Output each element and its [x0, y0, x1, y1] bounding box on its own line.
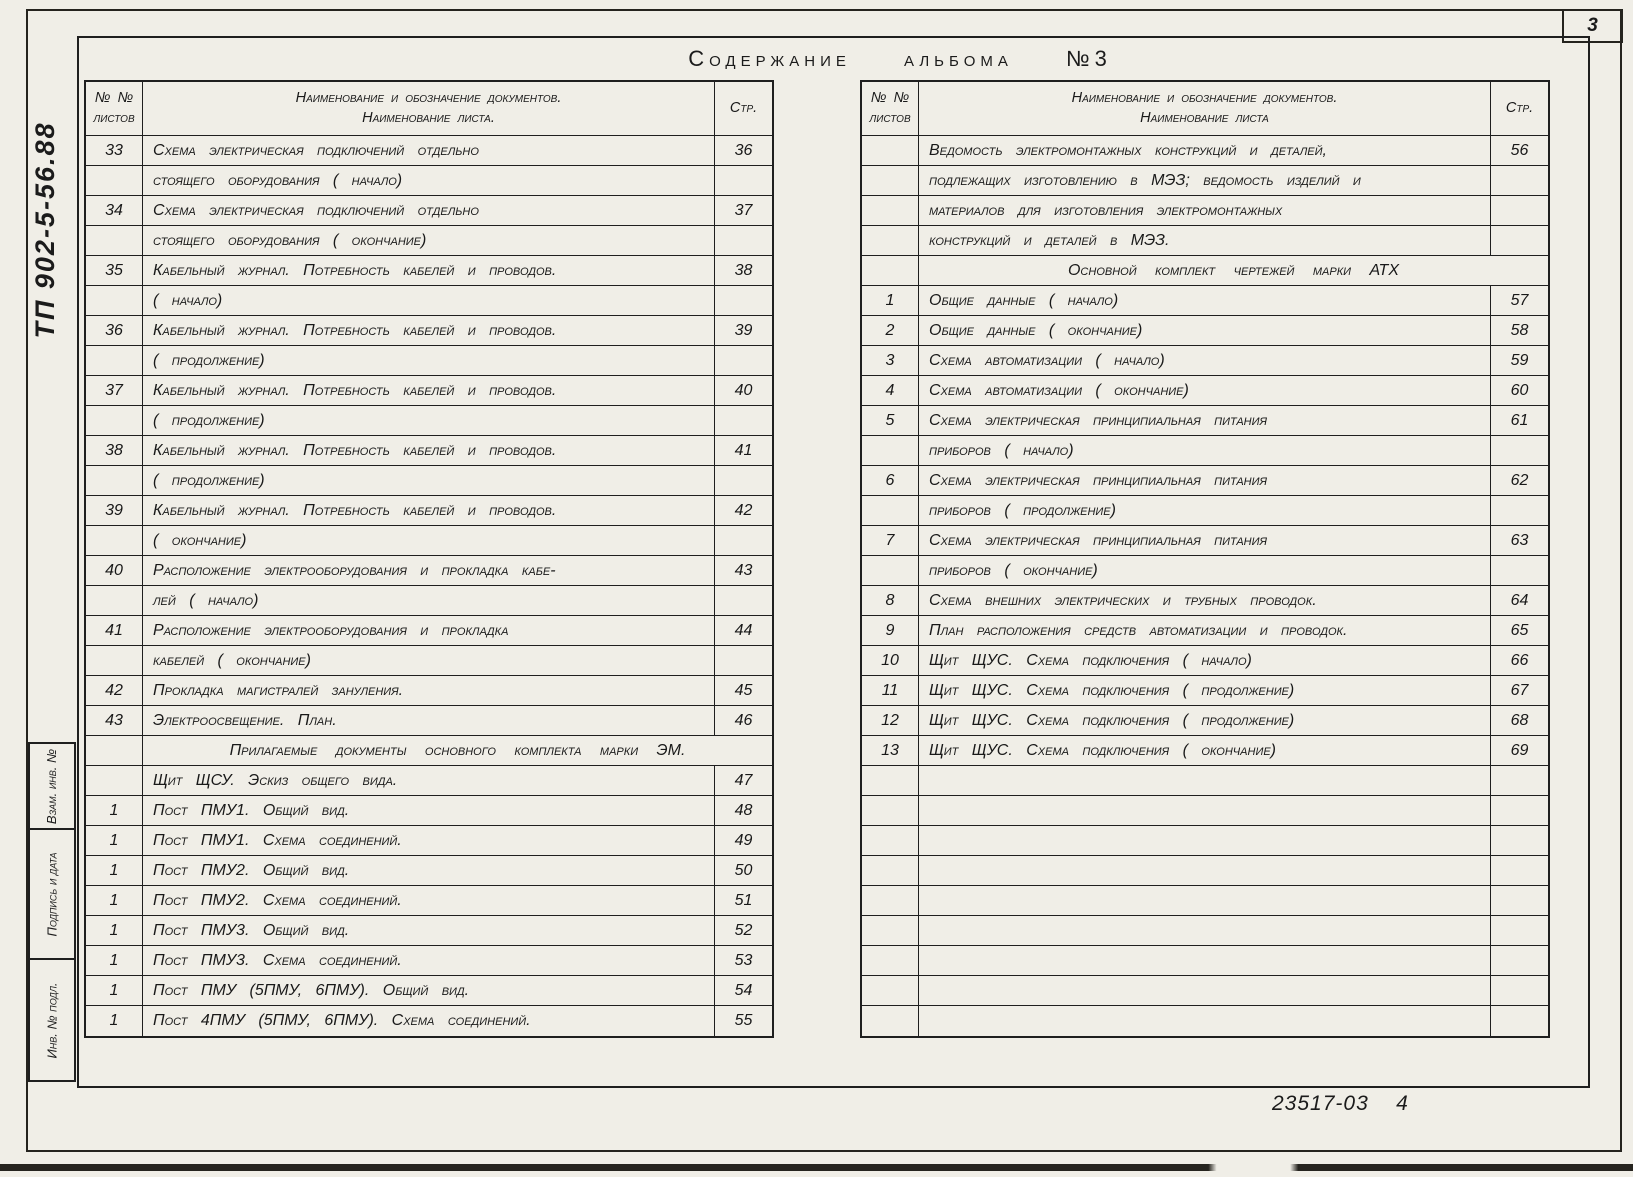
table-row [862, 736, 1548, 766]
page-number-cell: 53 [734, 951, 753, 969]
doc-name-cell [919, 886, 1491, 915]
page-number-cell: 52 [734, 921, 753, 939]
table-row [86, 256, 772, 286]
row-number-cell [862, 766, 919, 795]
empty-row [862, 856, 1548, 886]
header-sheets-column: № № листов [862, 82, 919, 135]
doc-name-cell [919, 916, 1491, 945]
table-row [86, 196, 772, 226]
empty-row [862, 946, 1548, 976]
section-title: Прилагаемые документы основного комплекта марки ЭМ. [229, 741, 686, 759]
page-number-cell [1491, 796, 1548, 825]
page-number-cell: 50 [734, 861, 753, 879]
page-number-cell: 48 [734, 801, 753, 819]
page-number-cell [715, 166, 772, 195]
table-row [862, 406, 1548, 436]
handwritten-footer-number: 23517-03 4 [1272, 1092, 1409, 1115]
contents-table-right [860, 80, 1550, 1038]
row-number-cell [86, 766, 143, 795]
page-number-cell: 51 [734, 891, 753, 909]
row-number-cell: 39 [86, 496, 143, 525]
table-row [862, 166, 1548, 196]
row-number-cell: 41 [86, 616, 143, 645]
stamp-box-vzam-inv [28, 742, 76, 830]
doc-name-cell [919, 1006, 1491, 1036]
table-row [862, 226, 1548, 256]
doc-name-cell: Пост ПМУ1. Схема соединений. [143, 826, 715, 855]
doc-name-cell: Схема электрическая подключений отдельно [143, 196, 715, 225]
page-number-cell: 64 [1510, 591, 1529, 609]
table-row [862, 136, 1548, 166]
row-number-cell [86, 466, 143, 495]
row-number-cell [86, 736, 143, 765]
table-row [86, 226, 772, 256]
table-row [862, 496, 1548, 526]
page-number-cell: 49 [734, 831, 753, 849]
row-number-cell [86, 406, 143, 435]
table-row [86, 976, 772, 1006]
doc-name-cell: приборов ( продолжение) [919, 496, 1491, 525]
doc-name-cell: Расположение электрооборудования и прокладка кабе- [143, 556, 715, 585]
doc-name-cell [919, 976, 1491, 1005]
doc-name-cell: Пост ПМУ3. Схема соединений. [143, 946, 715, 975]
row-number-cell: 9 [862, 616, 919, 645]
doc-name-cell: Общие данные ( окончание) [919, 316, 1491, 345]
doc-name-cell: Кабельный журнал. Потребность кабелей и проводов. [143, 436, 715, 465]
doc-name-cell: Схема электрическая принципиальная питания [919, 526, 1491, 555]
page-number-cell: 41 [734, 441, 753, 459]
table-row [86, 406, 772, 436]
row-number-cell: 1 [86, 916, 143, 945]
document-code-vertical: ТП 902-5-56.88 [29, 121, 60, 339]
doc-name-cell: ( окончание) [143, 526, 715, 555]
row-number-cell [862, 856, 919, 885]
table-row [86, 346, 772, 376]
table-row [86, 706, 772, 736]
doc-name-cell: Схема автоматизации ( окончание) [919, 376, 1491, 405]
row-number-cell [862, 1006, 919, 1036]
doc-name-cell: Пост ПМУ2. Общий вид. [143, 856, 715, 885]
page-number-cell: 57 [1510, 291, 1529, 309]
page-number-cell: 44 [734, 621, 753, 639]
page-number-cell [1491, 226, 1548, 255]
table-row [86, 616, 772, 646]
row-number-cell [862, 436, 919, 465]
doc-name-cell: Пост ПМУ3. Общий вид. [143, 916, 715, 945]
page-number-cell [715, 586, 772, 615]
header-page-column: Стр. [729, 99, 758, 116]
stamp-box-inv-podl [28, 960, 76, 1082]
table-row [862, 646, 1548, 676]
table-row [86, 526, 772, 556]
table-row [86, 826, 772, 856]
row-number-cell: 10 [862, 646, 919, 675]
row-number-cell: 7 [862, 526, 919, 555]
table-row [86, 556, 772, 586]
doc-name-cell [919, 766, 1491, 795]
row-number-cell: 3 [862, 346, 919, 375]
page-number-cell [1491, 886, 1548, 915]
table-row [862, 286, 1548, 316]
doc-name-cell: стоящего оборудования ( окончание) [143, 226, 715, 255]
row-number-cell [86, 586, 143, 615]
empty-row [862, 766, 1548, 796]
doc-name-cell: ( продолжение) [143, 346, 715, 375]
table-row [86, 1006, 772, 1036]
page-number-cell: 37 [734, 201, 753, 219]
page-number-cell: 59 [1510, 351, 1529, 369]
table-row [862, 556, 1548, 586]
page-number-cell: 43 [734, 561, 753, 579]
row-number-cell: 43 [86, 706, 143, 735]
doc-name-cell: Щит ЩСУ. Эскиз общего вида. [143, 766, 715, 795]
page-number-cell [1491, 166, 1548, 195]
doc-name-cell: приборов ( начало) [919, 436, 1491, 465]
empty-row [862, 886, 1548, 916]
table-row [86, 646, 772, 676]
doc-name-cell: Схема электрическая принципиальная питания [919, 466, 1491, 495]
table-row [862, 526, 1548, 556]
doc-name-cell: материалов для изготовления электромонтажных [919, 196, 1491, 225]
table-row [86, 886, 772, 916]
table-row [86, 136, 772, 166]
table-row [862, 196, 1548, 226]
row-number-cell [86, 346, 143, 375]
scan-edge-artifact [0, 1164, 1633, 1171]
page-number-cell: 65 [1510, 621, 1529, 639]
page-number-cell: 67 [1510, 681, 1529, 699]
row-number-cell: 1 [862, 286, 919, 315]
row-number-cell [862, 886, 919, 915]
row-number-cell: 4 [862, 376, 919, 405]
doc-name-cell: конструкций и деталей в МЭЗ. [919, 226, 1491, 255]
doc-name-cell: Схема электрическая принципиальная питания [919, 406, 1491, 435]
doc-name-cell: ( начало) [143, 286, 715, 315]
table-row [862, 316, 1548, 346]
doc-name-cell: Пост ПМУ2. Схема соединений. [143, 886, 715, 915]
doc-name-cell: кабелей ( окончание) [143, 646, 715, 675]
doc-name-cell: Щит ЩУС. Схема подключения ( окончание) [919, 736, 1491, 765]
table-row [862, 676, 1548, 706]
doc-name-cell [919, 796, 1491, 825]
page-number-cell: 58 [1510, 321, 1529, 339]
table-header-row [86, 82, 772, 136]
table-row [862, 436, 1548, 466]
table-row [862, 376, 1548, 406]
doc-name-cell: лей ( начало) [143, 586, 715, 615]
row-number-cell [86, 286, 143, 315]
page-number-cell [1491, 916, 1548, 945]
header-name-column: Наименование и обозначение документов. Наименование листа. [143, 82, 715, 135]
page-number-cell: 47 [734, 771, 753, 789]
row-number-cell [862, 226, 919, 255]
row-number-cell [86, 646, 143, 675]
page-number-cell: 63 [1510, 531, 1529, 549]
table-row [86, 676, 772, 706]
page-number-cell: 46 [734, 711, 753, 729]
page-number-cell: 36 [734, 141, 753, 159]
doc-name-cell: ( продолжение) [143, 406, 715, 435]
table-row [86, 436, 772, 466]
row-number-cell: 11 [862, 676, 919, 705]
page-number-cell: 38 [734, 261, 753, 279]
title-block-stamp-column [28, 742, 76, 1082]
row-number-cell [86, 226, 143, 255]
row-number-cell: 12 [862, 706, 919, 735]
table-row [862, 706, 1548, 736]
doc-name-cell: Кабельный журнал. Потребность кабелей и проводов. [143, 256, 715, 285]
table-row [86, 586, 772, 616]
row-number-cell: 35 [86, 256, 143, 285]
doc-name-cell [919, 856, 1491, 885]
table-row [862, 346, 1548, 376]
table-row [86, 166, 772, 196]
page-number-cell [1491, 946, 1548, 975]
header-page-column: Стр. [1505, 99, 1534, 116]
row-number-cell: 1 [86, 1006, 143, 1036]
page-number-cell [1491, 976, 1548, 1005]
row-number-cell: 8 [862, 586, 919, 615]
doc-name-cell: Общие данные ( начало) [919, 286, 1491, 315]
row-number-cell: 1 [86, 856, 143, 885]
doc-name-cell: Кабельный журнал. Потребность кабелей и проводов. [143, 496, 715, 525]
row-number-cell: 6 [862, 466, 919, 495]
doc-name-cell: Щит ЩУС. Схема подключения ( продолжение) [919, 676, 1491, 705]
page-number-cell [715, 346, 772, 375]
row-number-cell: 1 [86, 976, 143, 1005]
page-number-cell: 68 [1510, 711, 1529, 729]
row-number-cell: 5 [862, 406, 919, 435]
doc-name-cell: Кабельный журнал. Потребность кабелей и проводов. [143, 376, 715, 405]
row-number-cell: 36 [86, 316, 143, 345]
row-number-cell [862, 256, 919, 285]
page-number-cell [715, 526, 772, 555]
row-number-cell: 2 [862, 316, 919, 345]
doc-name-cell: Щит ЩУС. Схема подключения ( начало) [919, 646, 1491, 675]
row-number-cell: 37 [86, 376, 143, 405]
table-row [86, 796, 772, 826]
row-number-cell [862, 496, 919, 525]
row-number-cell [862, 946, 919, 975]
row-number-cell [862, 556, 919, 585]
table-row [86, 316, 772, 346]
doc-name-cell: Схема автоматизации ( начало) [919, 346, 1491, 375]
page-number-cell: 60 [1510, 381, 1529, 399]
table-row [86, 376, 772, 406]
page-number-cell: 66 [1510, 651, 1529, 669]
doc-name-cell: Электроосвещение. План. [143, 706, 715, 735]
page-number-cell [1491, 196, 1548, 225]
row-number-cell [86, 166, 143, 195]
doc-name-cell: подлежащих изготовлению в МЭЗ; ведомость изделий и [919, 166, 1491, 195]
row-number-cell: 38 [86, 436, 143, 465]
contents-table-left [84, 80, 774, 1038]
page-number-cell: 45 [734, 681, 753, 699]
table-row [862, 616, 1548, 646]
stamp-label: Взам. инв. № [44, 748, 60, 824]
page-number-cell: 54 [734, 981, 753, 999]
page-number-cell [715, 646, 772, 675]
page-number-cell: 61 [1510, 411, 1529, 429]
doc-name-cell: приборов ( окончание) [919, 556, 1491, 585]
row-number-cell [862, 826, 919, 855]
page-number-cell [1491, 496, 1548, 525]
doc-name-cell [919, 826, 1491, 855]
page-number-cell [715, 466, 772, 495]
page-number-cell: 62 [1510, 471, 1529, 489]
doc-name-cell: Пост ПМУ (5ПМУ, 6ПМУ). Общий вид. [143, 976, 715, 1005]
row-number-cell: 40 [86, 556, 143, 585]
page-number-cell [1491, 856, 1548, 885]
section-title: Основной комплект чертежей марки АТХ [1067, 261, 1400, 279]
page-title: Содержание альбома №3 [688, 46, 1112, 71]
stamp-label: Инв. № подл. [44, 981, 60, 1059]
row-number-cell: 34 [86, 196, 143, 225]
row-number-cell: 1 [86, 796, 143, 825]
row-number-cell [86, 526, 143, 555]
page-number-cell [1491, 1006, 1548, 1036]
row-number-cell: 1 [86, 826, 143, 855]
table-row [86, 466, 772, 496]
table-row [862, 586, 1548, 616]
page-number-cell [715, 226, 772, 255]
row-number-cell: 13 [862, 736, 919, 765]
doc-name-cell: Пост ПМУ1. Общий вид. [143, 796, 715, 825]
sheet-number: 3 [1587, 15, 1598, 36]
page-number-cell [1491, 766, 1548, 795]
empty-row [862, 916, 1548, 946]
doc-name-cell: Прокладка магистралей зануления. [143, 676, 715, 705]
doc-name-cell: Схема внешних электрических и трубных проводок. [919, 586, 1491, 615]
row-number-cell: 33 [86, 136, 143, 165]
table-row [86, 496, 772, 526]
row-number-cell [862, 976, 919, 1005]
page-number-cell [1491, 556, 1548, 585]
table-header-row [862, 82, 1548, 136]
section-row [862, 256, 1548, 286]
row-number-cell [862, 166, 919, 195]
doc-name-cell: Щит ЩУС. Схема подключения ( продолжение) [919, 706, 1491, 735]
doc-name-cell [919, 946, 1491, 975]
header-name-column: Наименование и обозначение документов. Наименование листа [919, 82, 1491, 135]
page-number-cell: 40 [734, 381, 753, 399]
doc-name-cell: Кабельный журнал. Потребность кабелей и проводов. [143, 316, 715, 345]
doc-name-cell: План расположения средств автоматизации и проводок. [919, 616, 1491, 645]
header-sheets-column: № № листов [86, 82, 143, 135]
empty-row [862, 976, 1548, 1006]
doc-name-cell: Схема электрическая подключений отдельно [143, 136, 715, 165]
table-row [86, 946, 772, 976]
row-number-cell: 1 [86, 946, 143, 975]
table-row [86, 766, 772, 796]
doc-name-cell: Расположение электрооборудования и прокладка [143, 616, 715, 645]
empty-row [862, 1006, 1548, 1036]
section-row [86, 736, 772, 766]
table-row [86, 916, 772, 946]
page-number-cell [715, 286, 772, 315]
page-number-cell: 56 [1510, 141, 1529, 159]
page-number-cell: 39 [734, 321, 753, 339]
row-number-cell: 1 [86, 886, 143, 915]
table-row [862, 466, 1548, 496]
table-row [86, 286, 772, 316]
doc-name-cell: Ведомость электромонтажных конструкций и деталей, [919, 136, 1491, 165]
page-number-cell [1491, 826, 1548, 855]
empty-row [862, 826, 1548, 856]
doc-name-cell: ( продолжение) [143, 466, 715, 495]
page-number-cell: 55 [734, 1012, 753, 1029]
page-number-cell: 42 [734, 501, 753, 519]
page-number-cell: 69 [1510, 741, 1529, 759]
stamp-label: Подпись и дата [44, 851, 60, 937]
row-number-cell [862, 136, 919, 165]
table-row [86, 856, 772, 886]
row-number-cell [862, 796, 919, 825]
row-number-cell [862, 196, 919, 225]
stamp-box-podpis-data [28, 830, 76, 960]
doc-name-cell: Пост 4ПМУ (5ПМУ, 6ПМУ). Схема соединений. [143, 1006, 715, 1036]
row-number-cell: 42 [86, 676, 143, 705]
doc-name-cell: стоящего оборудования ( начало) [143, 166, 715, 195]
row-number-cell [862, 916, 919, 945]
page-number-cell [715, 406, 772, 435]
empty-row [862, 796, 1548, 826]
page-number-cell [1491, 436, 1548, 465]
